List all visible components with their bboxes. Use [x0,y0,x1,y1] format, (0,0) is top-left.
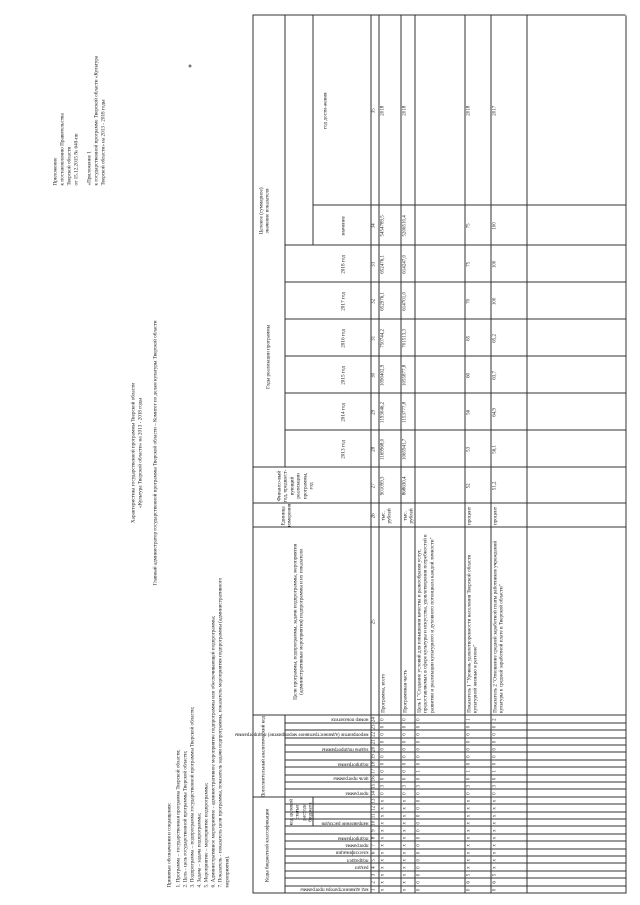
table-rule-h [284,715,285,796]
row-code: x [380,806,385,810]
row-year-value: 1169968,0 [380,438,385,460]
header-code-label: мероприятие (административное мероприятие) подпрограммы [234,731,368,737]
row-code: x [492,821,497,824]
row-unit: процент [492,506,498,525]
table-rule-v [284,833,625,834]
row-unit: тыс. рублей [380,507,393,524]
row-code: 0 [416,747,421,750]
row-year-value: 63,7 [492,370,497,380]
column-number: 30 [371,372,376,378]
table-rule-v [284,781,625,782]
row-code: x [380,851,385,854]
row-code: 0 [416,762,421,765]
table-rule-v [284,759,625,760]
row-code: 0 [416,851,421,854]
row-code: 3 [492,784,497,787]
row-code: 0 [416,732,421,736]
row-code: x [492,865,497,869]
column-number: 24 [371,716,376,722]
header-fin-year: Финансо-вый год, предшест-вующий реализации программы, год [276,469,315,502]
column-number: 9 [371,828,376,832]
row-base-year: 51,2 [492,481,497,490]
row-year-value: 100 [492,260,497,268]
table-rule-v [284,848,625,849]
row-code: 0 [466,725,471,728]
header-code-label: подпрограмма [337,834,368,840]
header-code-label: направление расходов [321,819,368,825]
row-code: 1 [466,717,471,721]
attachment-line: Приложение [52,157,58,185]
row-code: 0 [402,791,407,795]
table-rule-v [284,855,625,856]
row-code: 0 [466,888,471,891]
header-code-label: классификация [335,849,368,855]
row-code: 5 [492,873,497,876]
row-code: x [492,851,497,854]
table-rule-v [252,14,625,15]
table-rule-v [284,751,625,752]
header-additional-code: Дополнительный аналитический код [260,715,266,797]
table-rule-v [284,392,625,393]
row-code: x [466,865,471,869]
row-code: x [492,843,497,847]
legend-item: 4. Задача – задача подпрограммы; [196,812,202,887]
row-code: x [402,836,407,839]
header-years-block: Годы реализации программы [265,324,271,389]
row-code: 0 [416,777,421,780]
row-code: 0 [416,821,421,824]
column-number: 20 [371,746,376,752]
row-code: x [466,851,471,854]
header-year: 2016 год [340,328,346,348]
table-rule-h [625,15,626,893]
column-number: 22 [371,731,376,737]
row-code: 0 [416,836,421,839]
table-rule-v [284,870,625,871]
row-year-value: 56,1 [492,444,497,454]
row-code: 0 [380,777,385,780]
table-rule-v [284,744,625,745]
row-code: x [492,858,497,861]
row-name: Показатель 1 "Уровень удовлетворенности населения Тверской области культурной жизнью в регионе" [466,554,479,713]
table-rule-v [284,877,625,878]
row-code: 0 [402,769,407,773]
header-year-achieve: год дости-жения [322,91,328,129]
column-number: 10 [371,820,376,826]
row-year-value: 1153777,8 [402,401,407,423]
table-rule-v [284,722,625,723]
row-code: 0 [416,717,421,721]
row-unit: процент [466,506,472,525]
header-code-label: подпрограмма [337,760,368,766]
column-number: 27 [371,482,376,488]
row-year-value: 75 [466,261,471,267]
row-code: x [402,888,407,891]
row-code: 0 [492,777,497,780]
row-code: 0 [416,806,421,810]
row-code: 0 [492,754,497,758]
row-code: x [402,828,407,832]
table-rule-v [284,281,625,282]
row-code: x [492,814,497,817]
row-code: 0 [402,762,407,765]
row-code: 3 [466,784,471,787]
header-names: Цели программы, подпрограммы, задачи подпрограммы, мероприятия (административные мероприятия) подпрограммы и их показатели [292,543,305,700]
table-rule-h [464,15,465,893]
row-code: 0 [416,843,421,847]
row-code: 0 [402,754,407,758]
row-code: x [402,873,407,876]
row-code: x [492,836,497,839]
column-number: 28 [371,446,376,452]
attachment-line: к постановлению Правительства [59,112,65,185]
column-number: 21 [371,738,376,744]
header-value: значение [340,215,346,236]
row-code: 0 [416,754,421,758]
header-code-label: код администратора программы [299,886,368,892]
row-code: x [402,821,407,824]
row-code: 2 [492,717,497,721]
row-year-value: 65 [466,335,471,341]
row-code: 0 [380,717,385,721]
row-base-year: 868630,4 [402,476,407,495]
row-code: 3 [380,784,385,787]
row-target-value: 5206510,4 [402,214,407,237]
row-year-value: 1193046,2 [380,401,385,423]
row-year-value: 64,9 [492,407,497,417]
column-number: 14 [371,790,376,796]
row-name: Программная часть [402,669,408,713]
row-code: 0 [380,740,385,743]
row-code: x [380,836,385,839]
row-base-year: 52 [466,482,471,488]
row-code: x [380,821,385,824]
row-code: 0 [380,791,385,795]
attachment-line: «Приложение 1 [86,150,92,185]
row-code: x [380,873,385,876]
row-code: 0 [416,814,421,817]
row-year-value: 614247,0 [402,254,407,274]
header-code-label: цель программы [332,775,368,781]
row-code: x [380,828,385,832]
row-year-value: 652476,1 [380,254,385,274]
row-code: x [402,880,407,884]
column-number: 26 [371,512,376,518]
row-code: 0 [416,858,421,861]
attachment-line: к государственной программе Тверской области «Культура [93,55,99,185]
row-name: Цель 1 "Создание условий для повышения качества и разнообразия услуг, предоставляемых в сфере культуры и искусства, удовлетворения потребностей в развитии и реализации культурного и духовного потенциала каждой личности" [416,533,435,713]
header-year: 2017 год [340,291,346,311]
row-target-value: 75 [466,222,471,228]
header-code-label: раздел [354,864,368,870]
row-code: 6 [466,880,471,884]
header-code-label: задача подпрограммы [321,745,368,751]
column-number: 29 [371,409,376,415]
table-rule-v [284,811,625,812]
row-target-value: 100 [492,221,497,230]
column-number: 13 [371,798,376,804]
table-rule-v [252,892,625,893]
legend-item: 6. Административное мероприятие - административное мероприятие подпрограммы или обеспечивающей подпрограммы; [210,615,216,887]
legend-item: 5. Мероприятие – мероприятие подпрограммы; [203,782,209,887]
row-code: x [380,865,385,869]
table-rule-v [284,766,625,767]
row-code: 0 [380,754,385,758]
row-code: 0 [466,740,471,743]
row-code: 0 [416,740,421,743]
table-rule-v [284,788,625,789]
row-year-value: 652976,1 [380,291,385,311]
row-code: 0 [416,865,421,869]
column-number: 17 [371,768,376,774]
row-code: 0 [380,747,385,750]
table-rule-v [284,729,625,730]
row-year-value: 65,2 [492,333,497,343]
row-code: 0 [466,754,471,758]
column-number: 15 [371,783,376,789]
header-budget-codes: Коды бюджетной классификации [264,808,270,882]
row-code: x [402,799,407,802]
row-year-value: 750744,2 [380,328,385,348]
column-number: 32 [371,298,376,304]
header-code-label: программа [345,790,368,796]
header-year: 2013 год [340,439,346,459]
header-unit: Единица измерения [280,503,293,527]
column-number: 6 [371,851,376,854]
row-code: x [402,806,407,810]
table-rule-v [252,714,625,715]
row-code: x [380,858,385,861]
row-code: 0 [402,717,407,721]
legend-heading: Принятые обозначения и сокращения: [166,802,172,887]
row-code: 0 [466,747,471,750]
column-number: 4 [371,865,376,869]
table-rule-v [284,818,625,819]
column-number: 31 [371,335,376,341]
header-target: Целевое (суммарное) значение показателя [258,186,271,234]
doc-subtitle: Главный администратор государственной программы Тверской области – Комитет по делам культуры Тверской области [152,320,158,585]
header-year: 2018 год [340,254,346,274]
row-code: x [466,828,471,832]
row-year-value: 70 [466,298,471,304]
row-name: Показатель 2 "Отношение средней заработной платы работников учреждений культуры к средней заработной плате в Тверской области" [492,540,505,713]
row-code: x [402,865,407,869]
table-rule-v [252,796,625,797]
row-code: x [466,821,471,824]
legend-item: мероприятия). [224,855,230,887]
row-code: 1 [466,769,471,773]
scan-speck [188,64,191,67]
row-code: 0 [466,732,471,736]
table-rule-h [284,15,285,467]
row-code: x [492,806,497,810]
row-code: 3 [402,784,407,787]
table-rule-v [284,825,625,826]
row-name: Программа, всего [380,673,386,713]
row-code: 0 [492,762,497,765]
column-number: 16 [371,775,376,781]
row-year-value: 1055877,8 [402,364,407,386]
table-rule-v [284,803,625,804]
row-code: 0 [402,777,407,780]
column-number: 23 [371,724,376,730]
row-code: x [380,843,385,847]
table-rule-h [490,15,491,893]
table-rule-v [284,737,625,738]
row-year-value: 701513,3 [402,328,407,348]
table-rule-v [284,244,625,245]
attachment-line: от 15.12.2015 № 640-пп [73,132,79,185]
row-year-value: 56 [466,409,471,415]
table-rule-h [252,15,253,893]
column-number: 18 [371,761,376,767]
table-rule-h [526,15,527,893]
header-code-label: программа [345,842,368,848]
header-code-label: номер показателя [330,716,368,722]
row-year-value: 60 [466,372,471,378]
attachment-line: Тверской области» на 2013 - 2018 годы [100,99,106,185]
row-code: 3 [416,784,421,787]
table-rule-v [284,355,625,356]
table-rule-h [414,15,415,893]
table-rule-v [284,318,625,319]
row-code: 0 [380,762,385,765]
header-expense-article: код целевой статьи расхода бюджета [288,798,314,825]
column-number: 33 [371,261,376,267]
column-number: 25 [371,618,376,624]
row-code: 0 [416,873,421,876]
row-code: 0 [416,791,421,795]
table-rule-h [312,15,313,245]
row-code: 0 [402,740,407,743]
legend-item: 2. Цель - цель государственной программы Тверской области; [182,750,188,887]
table-rule-v [252,466,625,467]
column-number: 35 [371,107,376,113]
row-code: 0 [492,725,497,728]
row-code: x [466,806,471,810]
legend-item: 7. Показатель - показатель цели программы, показатель задачи подпрограммы, показатель мероприятия подпрограммы (административного [217,577,223,887]
row-code: x [492,828,497,832]
row-code: 0 [402,747,407,750]
table-rule-v [284,429,625,430]
row-target-year: 2018 [466,105,471,116]
row-code: x [402,843,407,847]
row-code: 0 [416,799,421,802]
row-code: 0 [466,791,471,795]
row-code: 5 [466,873,471,876]
column-number: 5 [371,858,376,861]
table-rule-h [378,15,379,893]
table-rule-v [284,862,625,863]
row-code: 0 [416,828,421,832]
table-rule-v [252,526,625,527]
row-target-value: 5454789,5 [380,214,385,237]
row-code: 0 [466,762,471,765]
table-rule-v [284,774,625,775]
doc-title: Характеристика государственной программы Тверской области [130,382,136,523]
row-code: x [466,843,471,847]
row-code: 1 [492,769,497,773]
row-code: 0 [416,888,421,891]
column-number: 7 [371,843,376,847]
row-code: x [466,799,471,802]
row-code: 6 [492,880,497,884]
column-number: 12 [371,805,376,811]
row-code: 0 [380,725,385,728]
row-target-year: 2018 [402,105,407,116]
table-rule-v [252,502,625,503]
column-number: 3 [371,873,376,876]
row-base-year: 901099,3 [380,476,385,495]
column-number: 11 [371,812,376,818]
row-code: x [380,888,385,891]
row-code: x [380,880,385,884]
column-number: 1 [371,888,376,891]
header-year: 2014 год [340,402,346,422]
header-year: 2015 год [340,365,346,385]
row-year-value: 100 [492,297,497,305]
row-unit: тыс. рублей [402,507,415,524]
doc-title: «Культура Тверской области» на 2013 - 2018 годы [137,397,143,508]
row-year-value: 1090402,9 [380,364,385,386]
row-code: 0 [492,747,497,750]
row-code: 0 [492,888,497,891]
row-code: 0 [416,880,421,884]
table-rule-h [400,15,401,893]
row-code: 0 [492,791,497,795]
row-code: 0 [380,769,385,773]
row-code: x [402,858,407,861]
row-code: 0 [402,732,407,736]
row-code: x [492,799,497,802]
row-year-value: 614701,0 [402,291,407,311]
row-code: 0 [416,725,421,728]
column-number: 19 [371,753,376,759]
row-code: 0 [492,732,497,736]
column-number: 2 [371,880,376,884]
column-number: 8 [371,836,376,839]
row-code: x [466,858,471,861]
legend-item: 1. Программа – государственная программа Тверской области; [175,748,181,887]
row-code: 0 [492,740,497,743]
row-year-value: 53 [466,446,471,452]
column-number: 34 [371,222,376,228]
row-code: 1 [416,769,421,773]
row-target-year: 2018 [380,105,385,116]
table-rule-v [284,840,625,841]
row-code: 0 [402,725,407,728]
row-code: x [466,836,471,839]
row-year-value: 1065941,7 [402,438,407,460]
row-code: x [380,799,385,802]
row-code: x [402,851,407,854]
row-code: x [402,814,407,817]
row-code: x [380,814,385,817]
row-target-year: 2017 [492,105,497,116]
header-code-label: подраздел [346,856,368,862]
row-code: 0 [380,732,385,736]
attachment-line: Тверской области [66,146,72,185]
row-code: x [466,814,471,817]
row-code: 0 [466,777,471,780]
legend-item: 3. Подпрограмма – подпрограмма государственной программы Тверской области; [189,706,195,887]
table-rule-v [284,885,625,886]
